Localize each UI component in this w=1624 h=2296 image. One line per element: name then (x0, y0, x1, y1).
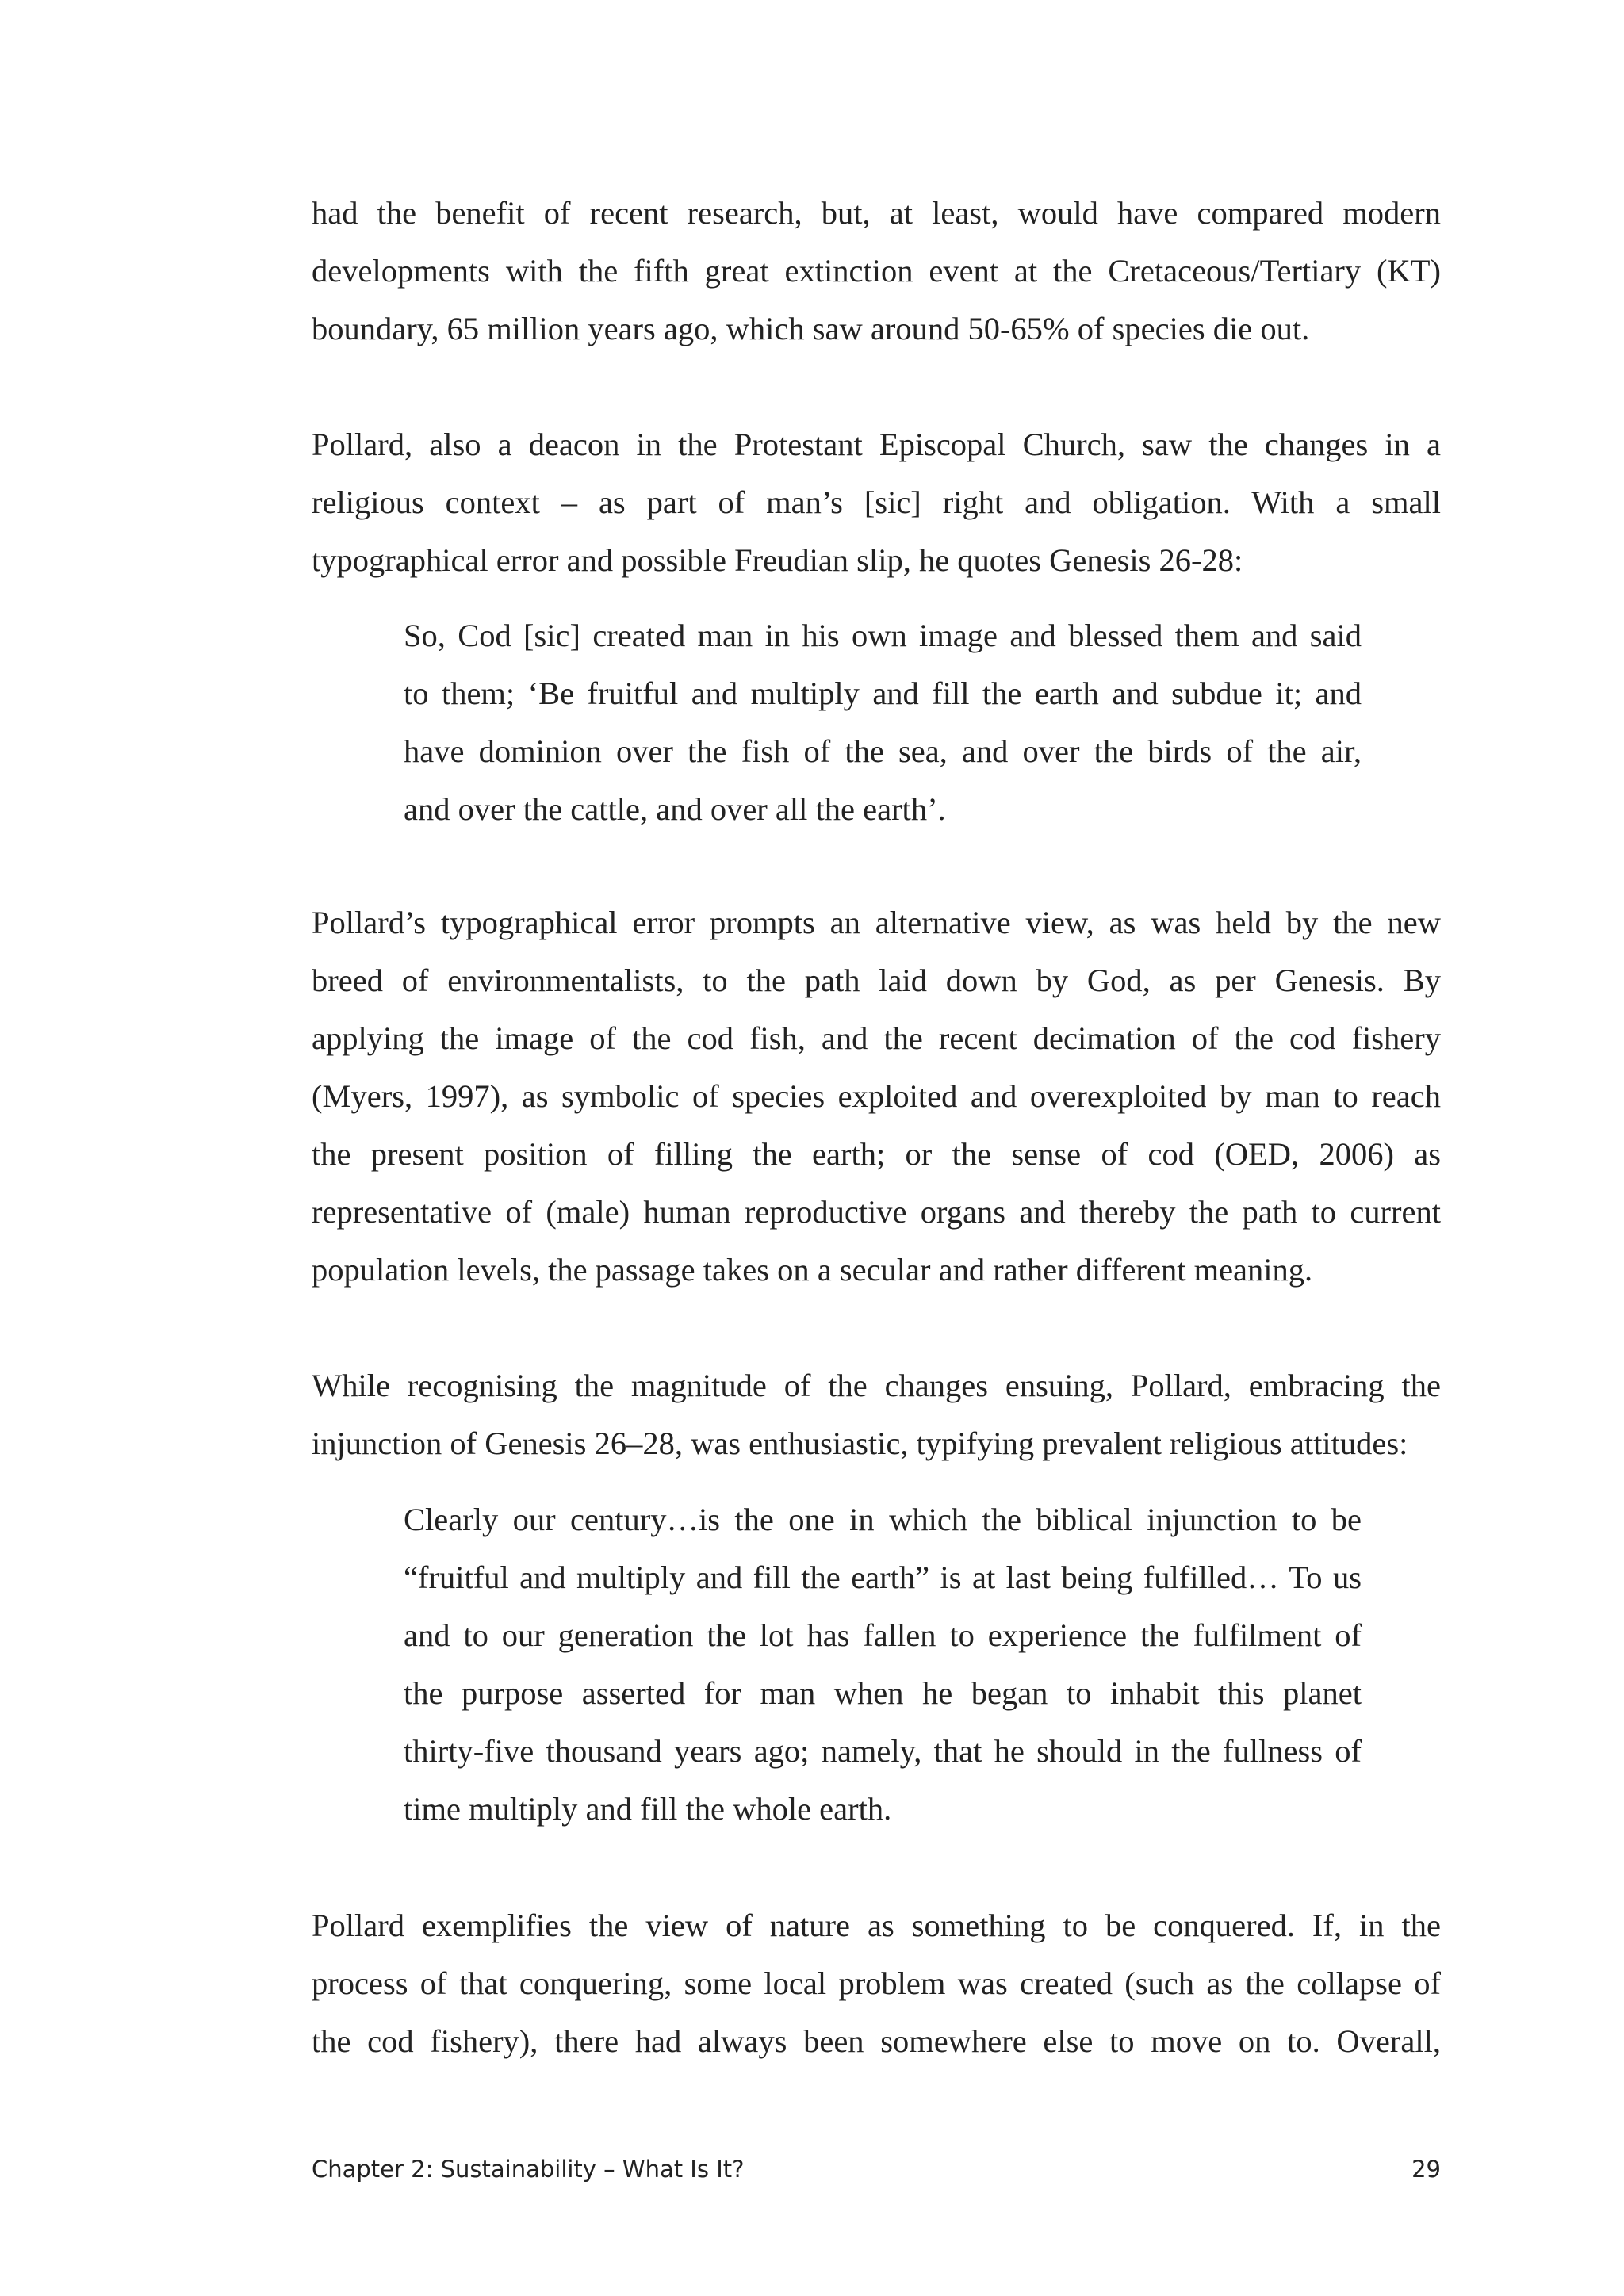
quote-line: time multiply and fill the whole earth. (404, 1791, 892, 1827)
body-paragraph-3 (312, 894, 1441, 1299)
text-line: (Myers, 1997), as symbolic of species exploited and overexploited by man to reach (312, 1078, 1441, 1114)
block-quote-2 (404, 1490, 1362, 1838)
quote-line: have dominion over the fish of the sea, and over the birds of the air, (404, 733, 1362, 769)
body-paragraph-2 (312, 415, 1441, 589)
text-line: representative of (male) human reproductive organs and thereby the path to current (312, 1194, 1441, 1230)
quote-line: the purpose asserted for man when he began to inhabit this planet (404, 1675, 1362, 1711)
footer-chapter-title: Chapter 2: Sustainability – What Is It? (312, 2156, 745, 2183)
block-quote-1 (404, 607, 1362, 838)
quote-line: and over the cattle, and over all the earth’. (404, 791, 946, 827)
text-line: religious context – as part of man’s [sic] right and obligation. With a small (312, 484, 1441, 520)
quote-line: and to our generation the lot has fallen to experience the fulfilment of (404, 1617, 1362, 1653)
text-line: breed of environmentalists, to the path laid down by God, as per Genesis. By (312, 962, 1441, 998)
body-paragraph-4 (312, 1357, 1441, 1472)
quote-line: thirty-five thousand years ago; namely, that he should in the fullness of (404, 1733, 1362, 1769)
text-line: boundary, 65 million years ago, which saw around 50-65% of species die out. (312, 311, 1310, 346)
text-line: Pollard, also a deacon in the Protestant Episcopal Church, saw the changes in a (312, 427, 1441, 462)
text-line: population levels, the passage takes on a secular and rather different meaning. (312, 1252, 1313, 1288)
text-line: the present position of filling the earth; or the sense of cod (OED, 2006) as (312, 1136, 1441, 1172)
text-line: Pollard exemplifies the view of nature as something to be conquered. If, in the (312, 1908, 1441, 1943)
text-line: developments with the fifth great extinction event at the Cretaceous/Tertiary (KT) (312, 253, 1441, 289)
quote-line: So, Cod [sic] created man in his own image and blessed them and said (404, 618, 1362, 653)
text-line: injunction of Genesis 26–28, was enthusiastic, typifying prevalent religious attitudes: (312, 1425, 1408, 1461)
quote-line: “fruitful and multiply and fill the earth” is at last being fulfilled… To us (404, 1559, 1362, 1595)
text-line: had the benefit of recent research, but, at least, would have compared modern (312, 195, 1441, 231)
text-line: the cod fishery), there had always been somewhere else to move on to. Overall, (312, 2023, 1441, 2059)
text-line: process of that conquering, some local problem was created (such as the collapse of (312, 1965, 1441, 2001)
quote-line: to them; ‘Be fruitful and multiply and fill the earth and subdue it; and (404, 675, 1362, 711)
footer-page-number: 29 (1411, 2156, 1441, 2183)
text-line: While recognising the magnitude of the changes ensuing, Pollard, embracing the (312, 1368, 1441, 1403)
body-paragraph-1 (312, 184, 1441, 358)
text-line: typographical error and possible Freudian slip, he quotes Genesis 26-28: (312, 542, 1243, 578)
quote-line: Clearly our century…is the one in which the biblical injunction to be (404, 1502, 1362, 1537)
body-paragraph-5 (312, 1896, 1441, 2070)
text-line: Pollard’s typographical error prompts an alternative view, as was held by the new (312, 905, 1441, 940)
text-line: applying the image of the cod fish, and the recent decimation of the cod fishery (312, 1020, 1441, 1056)
